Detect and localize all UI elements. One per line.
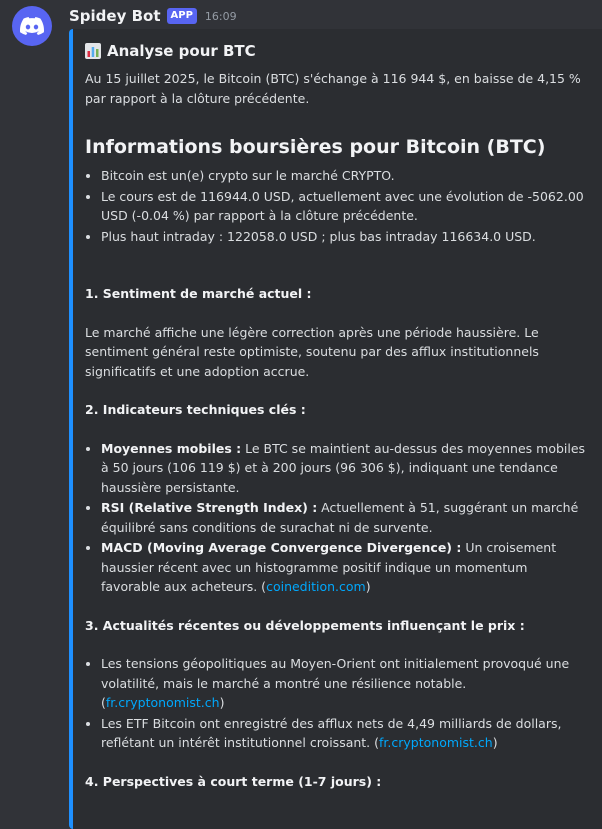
bar-chart-icon bbox=[85, 43, 101, 59]
discord-logo-icon bbox=[20, 17, 44, 35]
section-title-news: 3. Actualités récentes ou développements influençant le prix : bbox=[85, 617, 525, 633]
intro-text: Au 15 juillet 2025, le Bitcoin (BTC) s'échange à 116 944 $, en baisse de 4,15 % par rapport à la clôture précédente. bbox=[85, 71, 581, 106]
list-item bbox=[101, 498, 586, 537]
list-item bbox=[101, 439, 586, 498]
indicator-text: Actuellement à 51, suggérant un marché équilibré sans conditions de surachat ni de survente. bbox=[101, 500, 579, 535]
embed bbox=[69, 29, 602, 829]
source-link[interactable]: fr.cryptonomist.ch bbox=[105, 695, 220, 710]
embed-title bbox=[85, 42, 586, 60]
section-title-indicators: 2. Indicateurs techniques clés : bbox=[85, 402, 306, 417]
news-text: Les ETF Bitcoin ont enregistré des afflux nets de 4,49 milliards de dollars, reflétant un intérêt institutionnel croissant. ( bbox=[101, 715, 562, 750]
source-link[interactable]: fr.cryptonomist.ch bbox=[379, 735, 493, 750]
timestamp[interactable]: 16:09 bbox=[204, 9, 237, 23]
app-badge: APP bbox=[167, 8, 197, 24]
market-info-heading: Informations boursières pour Bitcoin (BTC) bbox=[85, 136, 546, 158]
market-info-list bbox=[85, 166, 586, 246]
paren-close: ) bbox=[492, 735, 498, 750]
section-title-outlook: 4. Perspectives à court terme (1-7 jours) : bbox=[85, 773, 382, 789]
source-link[interactable]: coinedition.com bbox=[266, 579, 366, 594]
avatar[interactable] bbox=[12, 6, 52, 46]
indicator-label: RSI (Relative Strength Index) : bbox=[101, 500, 318, 515]
news-list bbox=[85, 654, 586, 753]
indicator-label: MACD (Moving Average Convergence Divergence) : bbox=[101, 540, 462, 555]
list-item bbox=[101, 654, 586, 713]
paren-close: ) bbox=[365, 579, 371, 594]
list-item: • Le cours est de 116944.0 USD, actuellement avec une évolution de -5062.00 USD (-0.04 %) par rapport à la clôture précédente. bbox=[101, 187, 586, 226]
message-header bbox=[69, 6, 237, 26]
indicator-text: Un croisement haussier récent avec un histogramme positif indique un momentum favorable aux acheteurs. ( bbox=[101, 540, 557, 594]
list-item bbox=[101, 714, 586, 753]
bot-name[interactable]: Spidey Bot bbox=[69, 7, 161, 25]
list-item: • Plus haut intraday : 122058.0 USD ; plus bas intraday 116634.0 USD. bbox=[101, 227, 586, 247]
indicator-text: Le BTC se maintient au-dessus des moyennes mobiles à 50 jours (106 119 $) et à 200 jours (96 306 $), indiquant une tendance haussière persistante. bbox=[101, 440, 586, 495]
paren-close: ) bbox=[219, 695, 225, 710]
indicators-list bbox=[85, 439, 586, 597]
list-item: • Bitcoin est un(e) crypto sur le marché CRYPTO. bbox=[101, 166, 586, 186]
news-text: Les tensions géopolitiques au Moyen-Orient ont initialement provoqué une volatilité, mais le marché a montré une résilience notable. ( bbox=[101, 656, 570, 710]
list-item bbox=[101, 538, 586, 597]
indicator-label: Moyennes mobiles : bbox=[101, 440, 242, 456]
section-title-sentiment: 1. Sentiment de marché actuel : bbox=[85, 286, 312, 301]
sentiment-text: Le marché affiche une légère correction après une période haussière. Le sentiment général reste optimiste, soutenu par des afflux institutionnels significatifs et une adoption accrue. bbox=[85, 324, 539, 379]
embed-title-text: Analyse pour BTC bbox=[107, 42, 256, 60]
